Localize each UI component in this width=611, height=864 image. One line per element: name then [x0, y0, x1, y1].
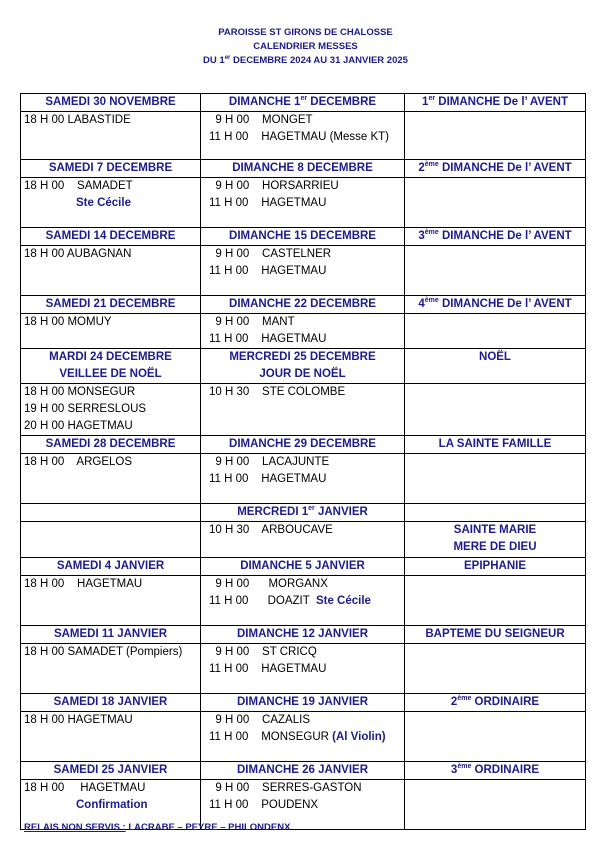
- saturday-header: MARDI 24 DECEMBRE VEILLEE DE NOËL: [21, 349, 201, 384]
- header-row: [21, 694, 586, 712]
- feast-body: [405, 454, 586, 504]
- header-row: [21, 228, 586, 246]
- sunday-header: DIMANCHE 5 JANVIER: [201, 558, 405, 576]
- saturday-header: SAMEDI 21 DECEMBRE: [21, 296, 201, 314]
- mass-row: [21, 178, 586, 228]
- date-range: DU 1er DECEMBRE 2024 AU 31 JANVIER 2025: [203, 55, 408, 66]
- sunday-header: DIMANCHE 15 DECEMBRE: [201, 228, 405, 246]
- feast-body: [405, 112, 586, 160]
- saturday-header: SAMEDI 11 JANVIER: [21, 626, 201, 644]
- header-row: [21, 762, 586, 780]
- saturday-masses: 18 H 00 MOMUY: [21, 314, 201, 349]
- mass-row: [21, 384, 586, 436]
- feast-body: [405, 384, 586, 436]
- header-row: [21, 436, 586, 454]
- sunday-header: MERCREDI 1er JANVIER: [201, 504, 405, 522]
- saturday-masses: 18 H 00 AUBAGNAN: [21, 246, 201, 296]
- sunday-masses: 9 H 00 CASTELNER 11 H 00 HAGETMAU: [201, 246, 405, 296]
- sunday-masses: 9 H 00 MORGANX 11 H 00 DOAZIT Ste Cécile: [201, 576, 405, 626]
- header-row: [21, 94, 586, 112]
- parish-title: PAROISSE ST GIRONS DE CHALOSSE: [218, 27, 393, 38]
- mass-calendar-table: [20, 93, 586, 830]
- saturday-masses: 18 H 00 HAGETMAU Confirmation: [21, 780, 201, 830]
- header-row: [21, 558, 586, 576]
- saturday-masses: 18 H 00 ARGELOS: [21, 454, 201, 504]
- feast-body: [405, 178, 586, 228]
- feast-body: [405, 780, 586, 830]
- feast-body: SAINTE MARIE MERE DE DIEU: [405, 522, 586, 558]
- feast-header: 1er DIMANCHE De l’ AVENT: [405, 94, 586, 112]
- sunday-header: DIMANCHE 12 JANVIER: [201, 626, 405, 644]
- feast-body: [405, 712, 586, 762]
- mass-row: [21, 712, 586, 762]
- header-row: [21, 504, 586, 522]
- sunday-masses: 9 H 00 MONGET 11 H 00 HAGETMAU (Messe KT): [201, 112, 405, 160]
- feast-header: 3ème ORDINAIRE: [405, 762, 586, 780]
- feast-body: [405, 314, 586, 349]
- feast-header: [405, 504, 586, 522]
- saturday-masses: 18 H 00 MONSEGUR 19 H 00 SERRESLOUS 20 H 00 HAGETMAU: [21, 384, 201, 436]
- sunday-header: DIMANCHE 8 DECEMBRE: [201, 160, 405, 178]
- sunday-header: DIMANCHE 22 DECEMBRE: [201, 296, 405, 314]
- saturday-masses: 18 H 00 SAMADET Ste Cécile: [21, 178, 201, 228]
- saturday-masses: 18 H 00 LABASTIDE: [21, 112, 201, 160]
- sunday-header: DIMANCHE 1er DECEMBRE: [201, 94, 405, 112]
- feast-body: [405, 644, 586, 694]
- sunday-masses: 10 H 30 STE COLOMBE: [201, 384, 405, 436]
- header-row: [21, 160, 586, 178]
- sunday-masses: 9 H 00 LACAJUNTE 11 H 00 HAGETMAU: [201, 454, 405, 504]
- header-row: [21, 349, 586, 384]
- sunday-masses: 9 H 00 ST CRICQ 11 H 00 HAGETMAU: [201, 644, 405, 694]
- mass-row: [21, 454, 586, 504]
- sunday-header: MERCREDI 25 DECEMBRE JOUR DE NOËL: [201, 349, 405, 384]
- saturday-masses: 18 H 00 HAGETMAU: [21, 712, 201, 762]
- header-row: [21, 296, 586, 314]
- saturday-masses: [21, 522, 201, 558]
- footer-label: RELAIS NON SERVIS :: [24, 822, 126, 833]
- saturday-header: [21, 504, 201, 522]
- mass-row: [21, 644, 586, 694]
- footer-text: LACRABE – PEYRE – PHILONDENX: [125, 822, 291, 833]
- sunday-header: DIMANCHE 29 DECEMBRE: [201, 436, 405, 454]
- mass-row: [21, 112, 586, 160]
- saturday-header: SAMEDI 28 DECEMBRE: [21, 436, 201, 454]
- sunday-masses: 10 H 30 ARBOUCAVE: [201, 522, 405, 558]
- saturday-masses: 18 H 00 HAGETMAU: [21, 576, 201, 626]
- feast-header: BAPTEME DU SEIGNEUR: [405, 626, 586, 644]
- saturday-header: SAMEDI 7 DECEMBRE: [21, 160, 201, 178]
- footer-note: [24, 822, 290, 833]
- feast-header: 2ème ORDINAIRE: [405, 694, 586, 712]
- saturday-header: SAMEDI 25 JANVIER: [21, 762, 201, 780]
- feast-header: 3ème DIMANCHE De l’ AVENT: [405, 228, 586, 246]
- feast-header: LA SAINTE FAMILLE: [405, 436, 586, 454]
- feast-body: [405, 246, 586, 296]
- saturday-header: SAMEDI 18 JANVIER: [21, 694, 201, 712]
- mass-row: [21, 522, 586, 558]
- sunday-masses: 9 H 00 CAZALIS 11 H 00 MONSEGUR (Al Violin): [201, 712, 405, 762]
- header-row: [21, 626, 586, 644]
- feast-header: EPIPHANIE: [405, 558, 586, 576]
- saturday-header: SAMEDI 4 JANVIER: [21, 558, 201, 576]
- saturday-header: SAMEDI 30 NOVEMBRE: [21, 94, 201, 112]
- feast-header: 2ème DIMANCHE De l’ AVENT: [405, 160, 586, 178]
- calendar-title: CALENDRIER MESSES: [253, 41, 358, 52]
- sunday-header: DIMANCHE 26 JANVIER: [201, 762, 405, 780]
- mass-row: [21, 576, 586, 626]
- mass-row: [21, 314, 586, 349]
- sunday-masses: 9 H 00 SERRES-GASTON 11 H 00 POUDENX: [201, 780, 405, 830]
- mass-row: [21, 246, 586, 296]
- feast-body: [405, 576, 586, 626]
- sunday-masses: 9 H 00 HORSARRIEU 11 H 00 HAGETMAU: [201, 178, 405, 228]
- sunday-header: DIMANCHE 19 JANVIER: [201, 694, 405, 712]
- saturday-masses: 18 H 00 SAMADET (Pompiers): [21, 644, 201, 694]
- saturday-header: SAMEDI 14 DECEMBRE: [21, 228, 201, 246]
- sunday-masses: 9 H 00 MANT 11 H 00 HAGETMAU: [201, 314, 405, 349]
- feast-header: 4ème DIMANCHE De l’ AVENT: [405, 296, 586, 314]
- feast-header: NOËL: [405, 349, 586, 384]
